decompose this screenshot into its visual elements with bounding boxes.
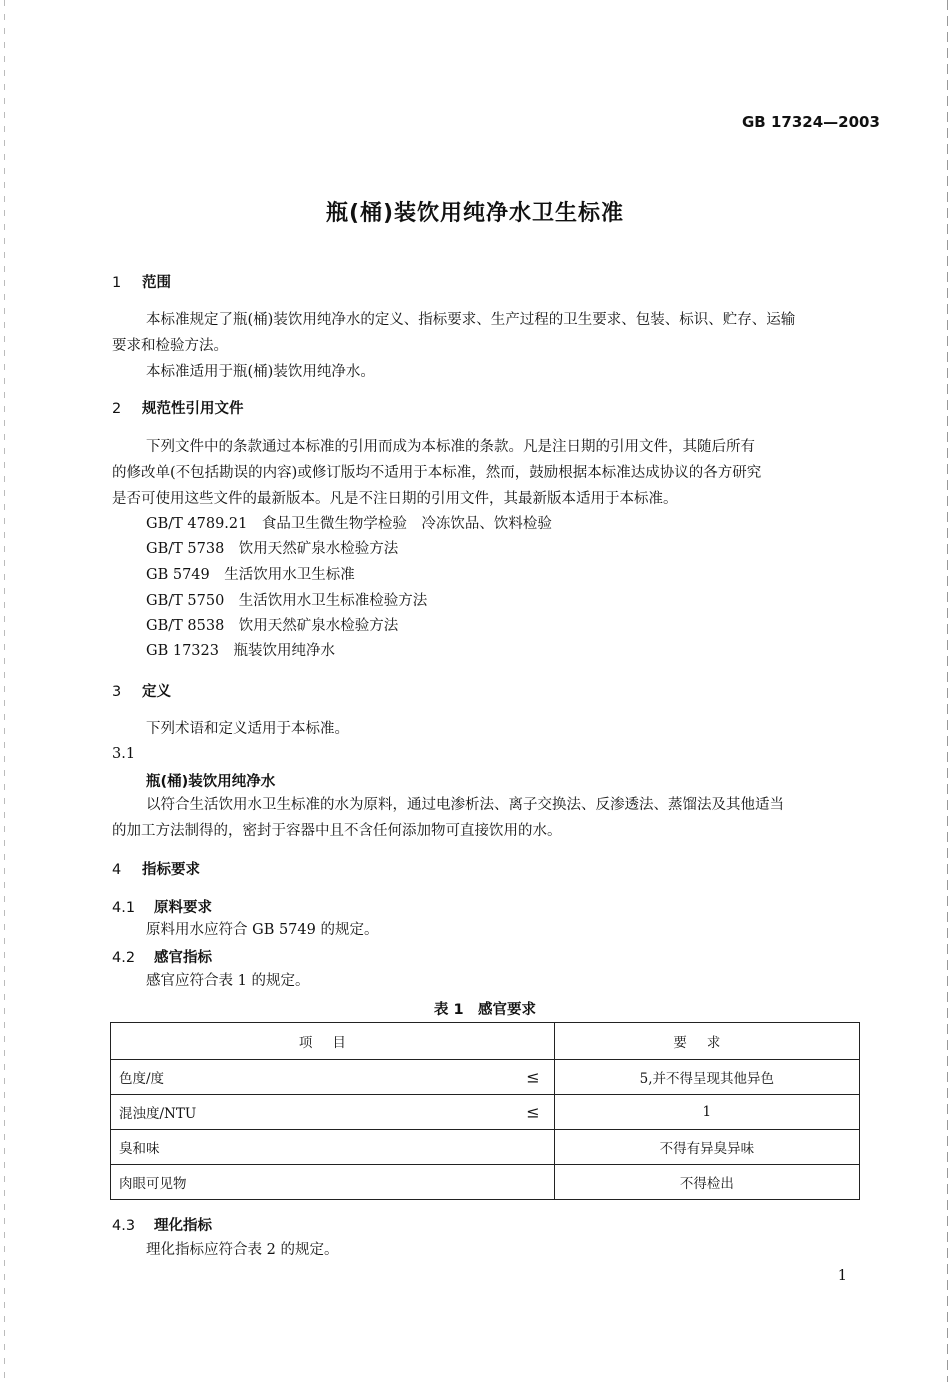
reference-item: GB/T 5738 饮用天然矿泉水检验方法 [146, 541, 399, 557]
table-1-sensory-requirements [110, 1022, 860, 1200]
section-number: 1 [112, 275, 122, 291]
section-title: 定义 [142, 684, 171, 700]
section-number: 4 [112, 862, 122, 878]
section-4-heading [112, 858, 200, 879]
operator-symbol: ≤ [526, 1067, 540, 1087]
section-number: 3 [112, 684, 122, 700]
subsection-number: 3.1 [112, 746, 136, 762]
reference-item: GB/T 4789.21 食品卫生微生物学检验 冷冻饮品、饮料检验 [146, 516, 552, 532]
paragraph: 感官应符合表 1 的规定。 [146, 973, 310, 989]
reference-item: GB/T 5750 生活饮用水卫生标准检验方法 [146, 593, 428, 609]
paragraph: 的修改单(不包括勘误的内容)或修订版均不适用于本标准，然而，鼓励根据本标准达成协议的各方研究 [112, 465, 762, 481]
paragraph: 本标准规定了瓶(桶)装饮用纯净水的定义、指标要求、生产过程的卫生要求、包装、标识、贮存、运输 [146, 312, 796, 328]
row-item: 臭和味 [119, 1141, 160, 1157]
paragraph: 下列术语和定义适用于本标准。 [146, 721, 349, 737]
section-2-heading [112, 397, 244, 418]
definition-text: 以符合生活饮用水卫生标准的水为原料，通过电渗析法、离子交换法、反渗透法、蒸馏法及其他适当 [146, 797, 784, 813]
subsection-number: 4.1 [112, 900, 136, 916]
row-requirement: 不得有异臭异味 [554, 1130, 859, 1165]
table-row [111, 1060, 860, 1095]
table-header-row [111, 1023, 860, 1060]
row-item: 肉眼可见物 [119, 1176, 187, 1192]
table-row [111, 1095, 860, 1130]
row-requirement: 1 [554, 1095, 859, 1130]
table-row [111, 1165, 860, 1200]
definition-text: 的加工方法制得的，密封于容器中且不含任何添加物可直接饮用的水。 [112, 823, 562, 839]
page-number: 1 [837, 1268, 847, 1284]
column-header-requirement: 要求 [554, 1023, 859, 1060]
paragraph: 下列文件中的条款通过本标准的引用而成为本标准的条款。凡是注日期的引用文件，其随后所有 [146, 439, 755, 455]
row-requirement: 不得检出 [554, 1165, 859, 1200]
section-number: 2 [112, 401, 122, 417]
operator-symbol: ≤ [526, 1102, 540, 1122]
subsection-4-2-heading [112, 946, 212, 967]
term-name: 瓶(桶)装饮用纯净水 [146, 774, 276, 790]
subsection-number: 4.3 [112, 1218, 136, 1234]
section-title: 指标要求 [142, 862, 200, 878]
reference-item: GB 17323 瓶装饮用纯净水 [146, 643, 335, 659]
subsection-4-3-heading [112, 1214, 212, 1235]
subsection-title: 原料要求 [154, 900, 212, 916]
subsection-4-1-heading [112, 896, 212, 917]
reference-item: GB/T 8538 饮用天然矿泉水检验方法 [146, 618, 399, 634]
paragraph: 原料用水应符合 GB 5749 的规定。 [146, 922, 379, 938]
paragraph: 本标准适用于瓶(桶)装饮用纯净水。 [146, 364, 375, 380]
section-title: 范围 [142, 275, 171, 291]
paragraph: 要求和检验方法。 [112, 338, 228, 354]
section-1-heading [112, 271, 171, 292]
subsection-number: 4.2 [112, 950, 136, 966]
standard-number: GB 17324—2003 [742, 113, 880, 131]
section-3-heading [112, 680, 171, 701]
column-header-item: 项目 [111, 1023, 555, 1060]
row-item: 色度/度 [119, 1071, 165, 1087]
row-requirement: 5,并不得呈现其他异色 [554, 1060, 859, 1095]
paragraph: 是否可使用这些文件的最新版本。凡是不注日期的引用文件，其最新版本适用于本标准。 [112, 491, 678, 507]
paragraph: 理化指标应符合表 2 的规定。 [146, 1242, 339, 1258]
reference-item: GB 5749 生活饮用水卫生标准 [146, 567, 355, 583]
row-item: 混浊度/NTU [119, 1106, 197, 1122]
table-row [111, 1130, 860, 1165]
subsection-title: 感官指标 [154, 950, 212, 966]
document-title: 瓶(桶)装饮用纯净水卫生标准 [325, 201, 625, 226]
subsection-title: 理化指标 [154, 1218, 212, 1234]
section-title: 规范性引用文件 [142, 401, 244, 417]
table-1-caption: 表 1 感官要求 [433, 1002, 537, 1018]
